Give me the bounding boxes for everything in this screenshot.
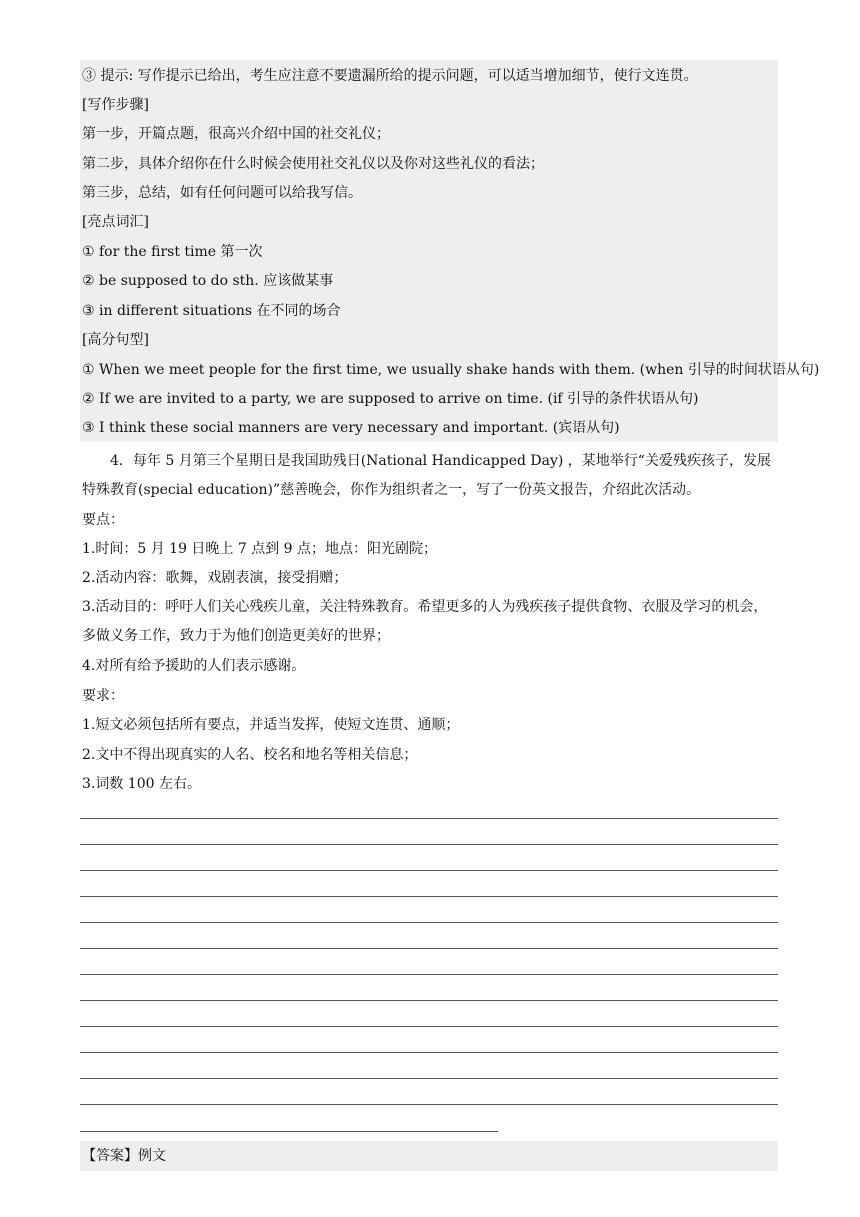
sentence-3: ③ I think these social manners are very necessary and important. (宾语从句) xyxy=(82,420,620,436)
question-intro: 4．每年 5 月第三个星期日是我国助残日(National Handicapped Day) ，某地举行“关爱残疾孩子，发展特殊教育(special education)”慈善晚会，你作为组织者之一，写了一份英文报告，介绍此次活动。 xyxy=(82,453,771,498)
point-1: 1.时间：5 月 19 日晚上 7 点到 9 点；地点：阳光剧院； xyxy=(82,541,438,557)
points-title: 要点： xyxy=(82,512,124,528)
vocab-2: ② be supposed to do sth. 应该做某事 xyxy=(82,273,334,289)
writing-line[interactable] xyxy=(80,922,778,923)
requirement-2: 2.文中不得出现真实的人名、校名和地名等相关信息； xyxy=(82,747,418,763)
writing-line[interactable] xyxy=(80,896,778,897)
writing-line[interactable] xyxy=(80,844,778,845)
step-2: 第二步，具体介绍你在什么时候会使用社交礼仪以及你对这些礼仪的看法； xyxy=(82,156,544,172)
point-4: 4.对所有给予援助的人们表示感谢。 xyxy=(82,658,306,674)
step-1: 第一步，开篇点题，很高兴介绍中国的社交礼仪； xyxy=(82,126,390,142)
writing-line[interactable] xyxy=(80,948,778,949)
writing-line[interactable] xyxy=(80,1104,778,1105)
writing-line[interactable] xyxy=(80,1052,778,1053)
vocab-1: ① for the first time 第一次 xyxy=(82,244,263,260)
writing-line[interactable] xyxy=(80,1026,778,1027)
writing-line-short[interactable] xyxy=(80,1131,498,1132)
sentence-1: ① When we meet people for the first time, we usually shake hands with them. (when 引导的时间状语从句) xyxy=(82,362,820,378)
writing-line[interactable] xyxy=(80,974,778,975)
vocab-title: [亮点词汇] xyxy=(82,214,149,230)
hint-line: ③ 提示: 写作提示已给出，考生应注意不要遗漏所给的提示问题，可以适当增加细节，使行文连贯。 xyxy=(82,68,698,84)
answer-shaded-block xyxy=(80,1141,778,1171)
point-2: 2.活动内容：歌舞，戏剧表演，接受捐赠； xyxy=(82,570,348,586)
writing-line[interactable] xyxy=(80,870,778,871)
writing-line[interactable] xyxy=(80,1000,778,1001)
writing-line[interactable] xyxy=(80,818,778,819)
sentence-2: ② If we are invited to a party, we are supposed to arrive on time. (if 引导的条件状语从句) xyxy=(82,391,699,407)
requirement-3: 3.词数 100 左右。 xyxy=(82,776,201,792)
sentence-title: [高分句型] xyxy=(82,332,149,348)
answer-label: 【答案】例文 xyxy=(82,1148,166,1164)
requirements-title: 要求： xyxy=(82,688,124,704)
step-3: 第三步，总结，如有任何问题可以给我写信。 xyxy=(82,185,362,201)
point-3: 3.活动目的：呼吁人们关心残疾儿童，关注特殊教育。希望更多的人为残疾孩子提供食物、衣服及学习的机会，多做义务工作，致力于为他们创造更美好的世界； xyxy=(82,599,768,644)
steps-title: [写作步骤] xyxy=(82,97,149,113)
requirement-1: 1.短文必须包括所有要点，并适当发挥，使短文连贯、通顺； xyxy=(82,717,460,733)
writing-line[interactable] xyxy=(80,1078,778,1079)
vocab-3: ③ in different situations 在不同的场合 xyxy=(82,303,341,319)
